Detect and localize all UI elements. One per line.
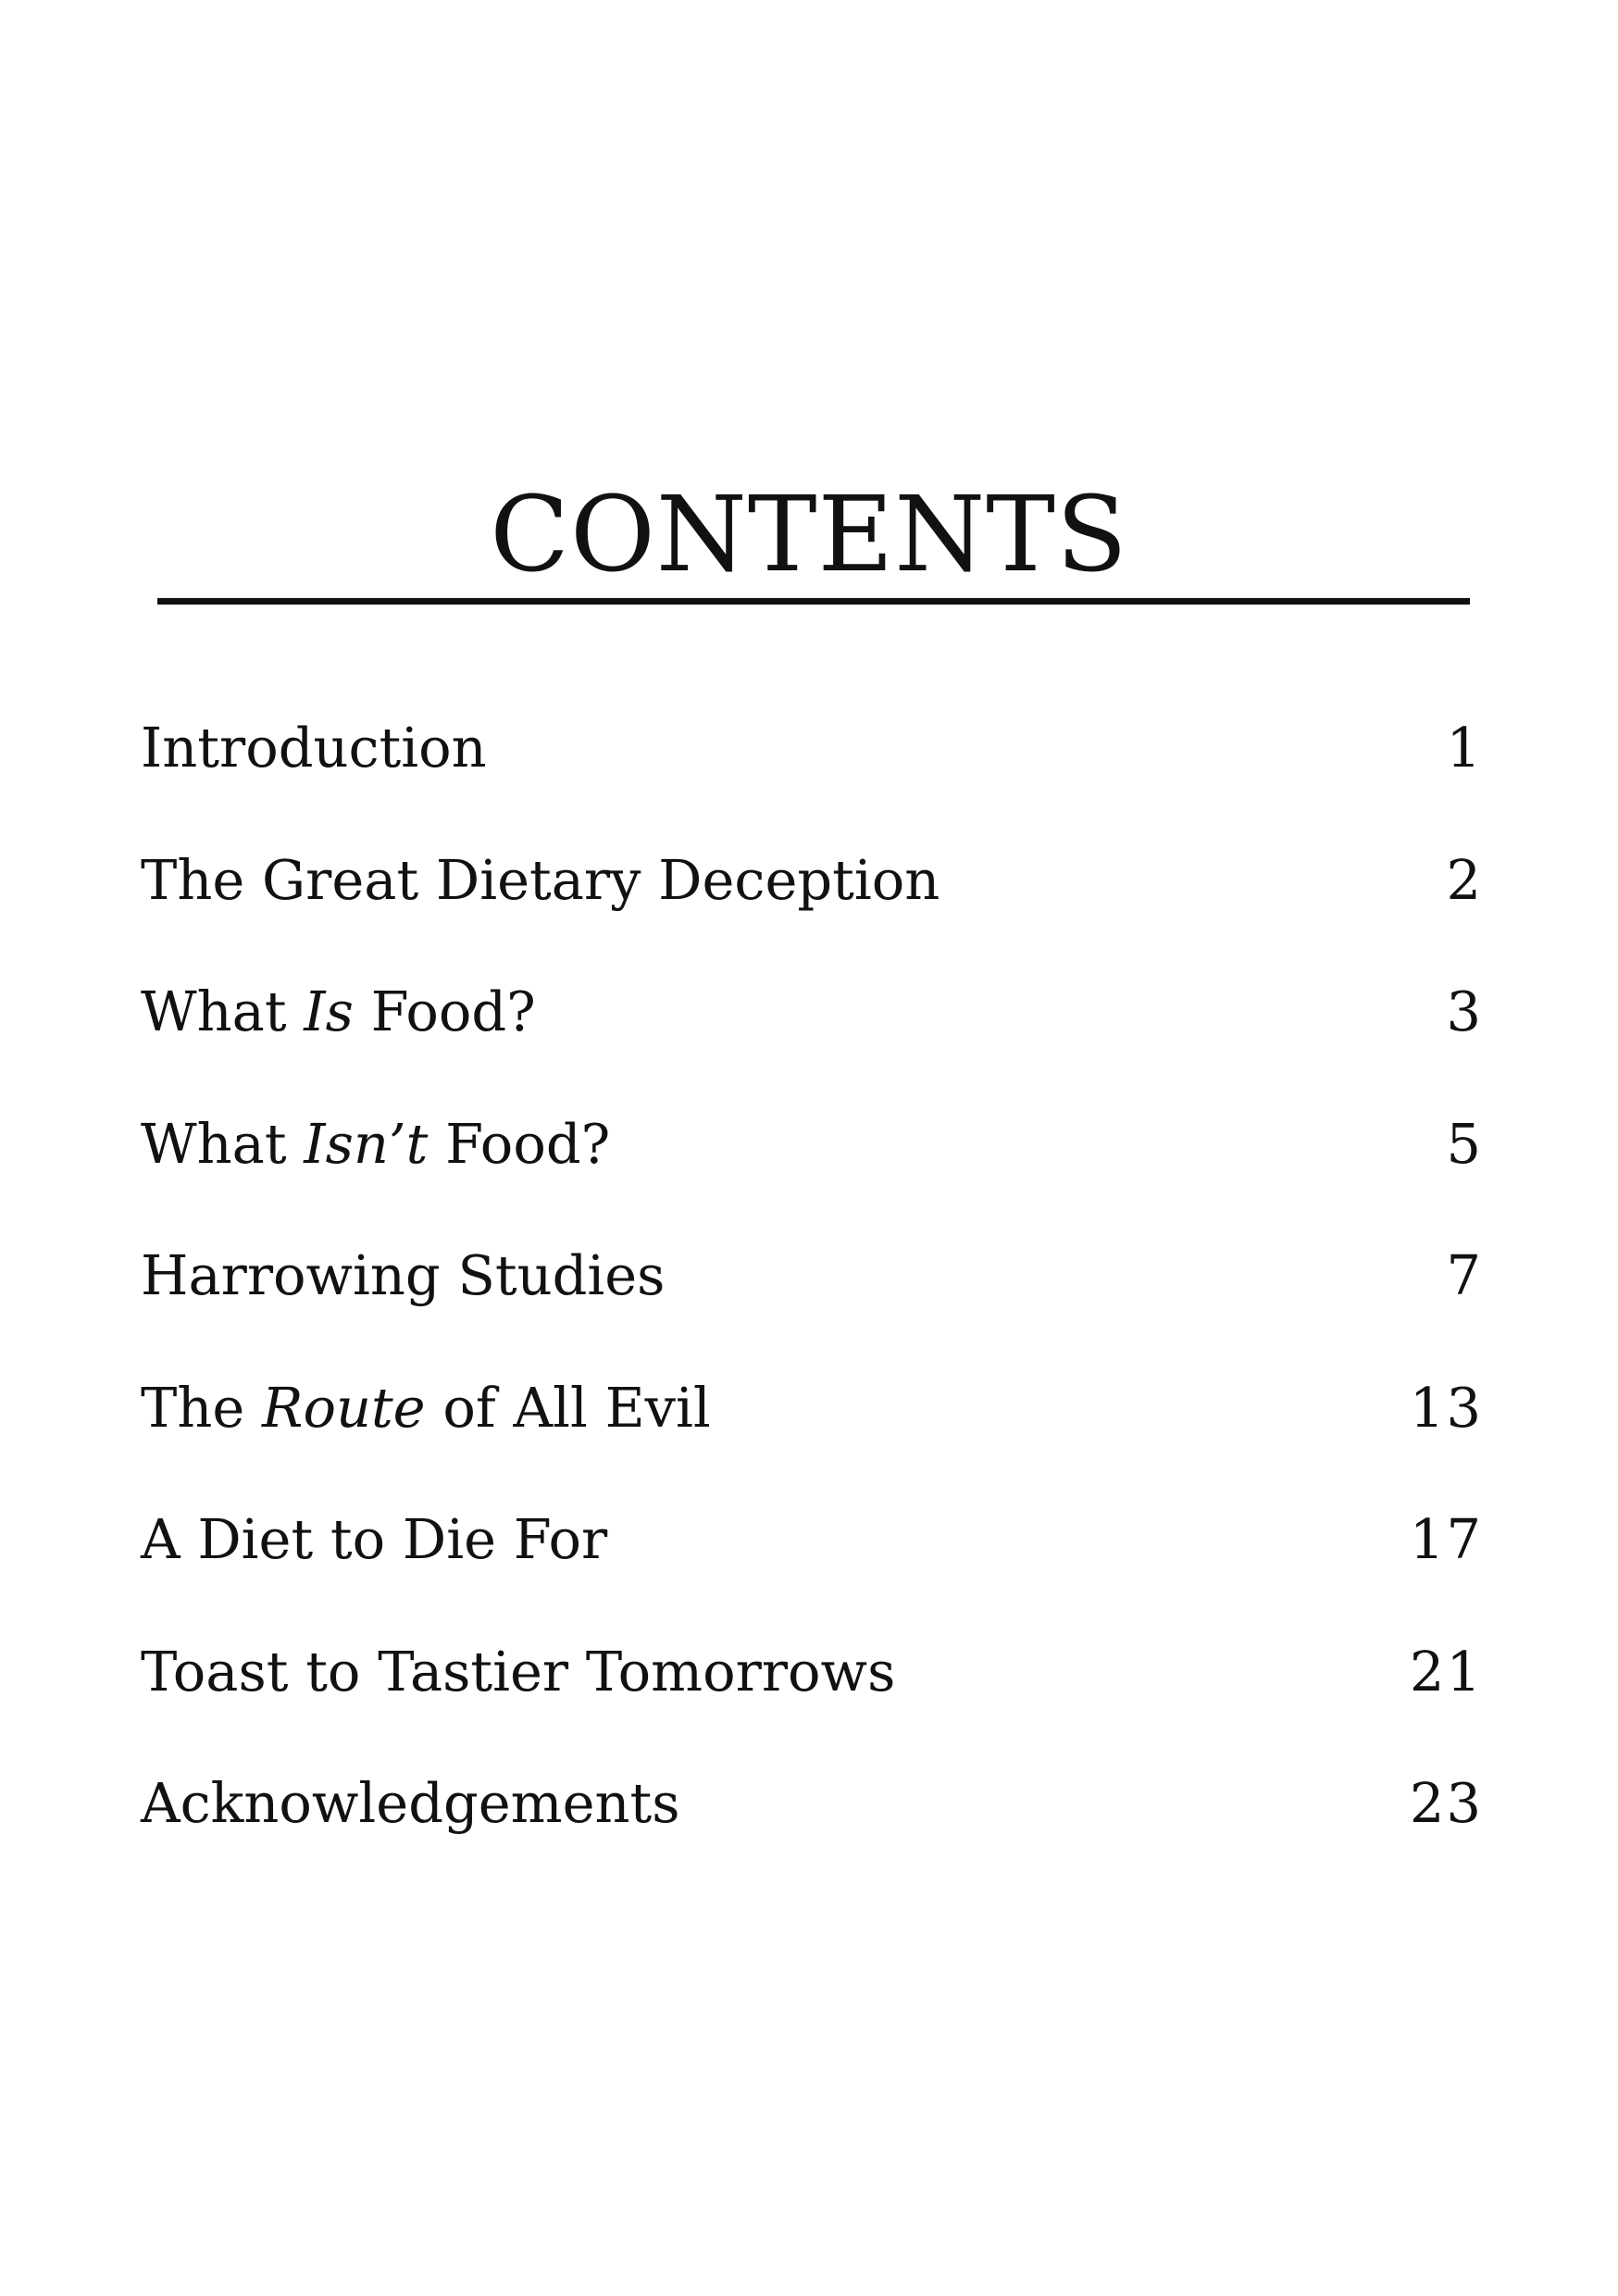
toc-row — [141, 966, 1483, 1098]
toc-entry-title — [141, 834, 940, 927]
toc-entry-title-text: Harrowing Studies — [141, 1243, 666, 1307]
toc-entry-title-text: Food? — [353, 980, 536, 1043]
toc-page-number: 1 — [1446, 716, 1483, 780]
toc-page-number: 23 — [1409, 1771, 1483, 1835]
toc-row — [141, 1362, 1483, 1494]
toc-entry-title — [141, 1626, 895, 1718]
toc-entry-title — [141, 1493, 607, 1586]
toc-row — [141, 1757, 1483, 1890]
toc-row — [141, 702, 1483, 834]
toc-page-number: 21 — [1409, 1639, 1483, 1703]
toc-entry-title-text: Toast to Tastier Tomorrows — [141, 1639, 896, 1703]
toc-row — [141, 834, 1483, 967]
toc-entry-title — [141, 1229, 665, 1322]
toc-page-number: 17 — [1409, 1507, 1483, 1571]
toc-row — [141, 1493, 1483, 1626]
toc-page-number: 13 — [1409, 1375, 1483, 1440]
toc-entry-title-text: What — [141, 1111, 305, 1176]
toc-row — [141, 1098, 1483, 1230]
toc-entry-title-text: Introduction — [141, 716, 487, 780]
toc-page-number: 2 — [1446, 847, 1483, 912]
toc-page-number: 3 — [1446, 980, 1483, 1043]
page-title: CONTENTS — [490, 475, 1128, 595]
toc-entry-title — [141, 1098, 610, 1191]
toc-entry-title-text: A Diet to Die For — [141, 1507, 608, 1571]
toc-list — [141, 702, 1483, 1890]
toc-entry-title-emphasis: Is — [304, 980, 354, 1043]
toc-entry-title-emphasis: Isn’t — [304, 1111, 429, 1176]
toc-entry-title — [141, 702, 487, 794]
title-underline — [157, 598, 1470, 605]
toc-entry-title-text: Food? — [428, 1111, 611, 1176]
toc-entry-title-emphasis: Route — [262, 1375, 426, 1440]
toc-entry-title-text: What — [141, 980, 305, 1043]
toc-page-number: 7 — [1446, 1243, 1483, 1307]
toc-entry-title-text: The — [141, 1375, 263, 1440]
toc-entry-title-text: of All Evil — [425, 1375, 711, 1440]
toc-entry-title-text: The Great Dietary Deception — [141, 847, 940, 912]
toc-entry-title — [141, 1757, 680, 1850]
toc-entry-title — [141, 1362, 711, 1454]
toc-row — [141, 1626, 1483, 1758]
toc-entry-title-text: Acknowledgements — [141, 1771, 680, 1835]
toc-page-number: 5 — [1446, 1111, 1483, 1176]
toc-row — [141, 1229, 1483, 1362]
toc-entry-title — [141, 966, 536, 1058]
